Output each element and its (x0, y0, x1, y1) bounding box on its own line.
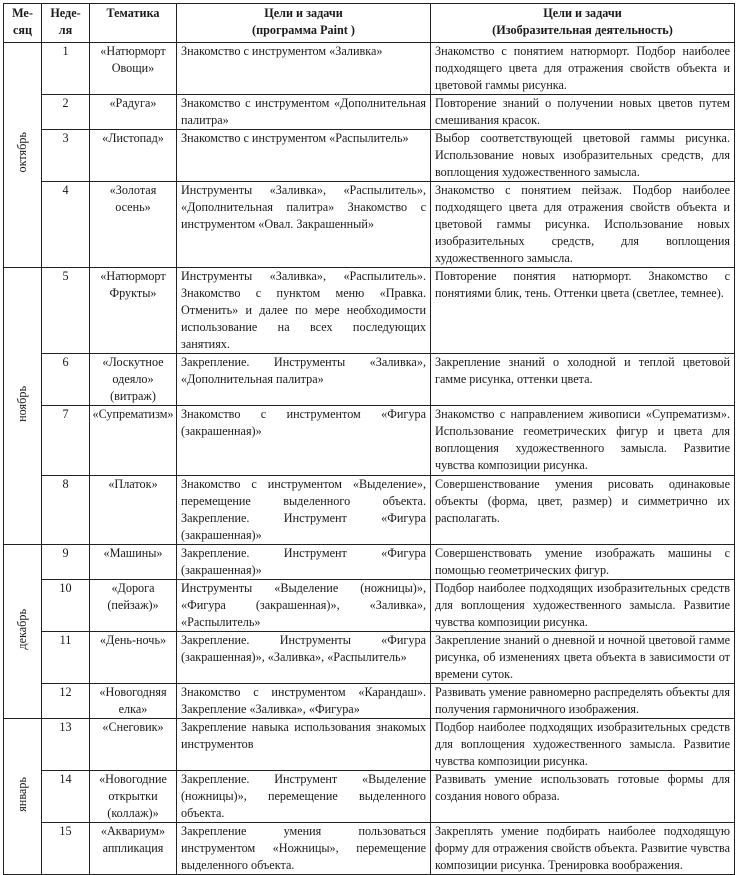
header-row (4, 4, 735, 43)
theme-cell: «Машины» (90, 545, 177, 580)
table-row (4, 719, 735, 771)
week-cell: 13 (42, 719, 90, 771)
week-cell: 7 (42, 406, 90, 476)
paint-goals-cell: Инструменты «Заливка», «Распылитель», «Дополнительная палитра» Знакомство с инструментом «Овал. Закрашенный» (177, 182, 431, 268)
paint-goals-cell: Инструменты «Выделение (ножницы)», «Фигура (закрашенная)», «Заливка», «Распылитель» (177, 580, 431, 632)
month-label: октябрь (15, 132, 29, 173)
table-row (4, 182, 735, 268)
art-goals-cell: Совершенствование умения рисовать одинаковые объекты (форма, цвет, размер) и симметрично их располагать. (431, 476, 735, 545)
theme-cell: «Дорога (пейзаж)» (90, 580, 177, 632)
paint-goals-cell: Знакомство с инструментом «Выделение», перемещение выделенного объекта. Закрепление. Инструмент «Фигура (закрашенная)» (177, 476, 431, 545)
paint-goals-cell: Знакомство с инструментом «Карандаш». Закрепление «Заливка», «Фигура» (177, 684, 431, 719)
header-art-line1: Цели и задачи (543, 6, 622, 20)
table-row (4, 130, 735, 182)
art-goals-cell: Повторение понятия натюрморт. Знакомство с понятиями блик, тень. Оттенки цвета (светлее, темнее). (431, 268, 735, 354)
month-cell (4, 719, 42, 875)
week-cell: 14 (42, 771, 90, 823)
table-row (4, 632, 735, 684)
theme-cell: «Натюрморт Фрукты» (90, 268, 177, 354)
theme-cell: «Новогодняя елка» (90, 684, 177, 719)
table-row (4, 771, 735, 823)
theme-cell: «Супрематизм» (90, 406, 177, 476)
header-paint-line1: Цели и задачи (264, 6, 343, 20)
art-goals-cell: Совершенствовать умение изображать машины с помощью геометрических фигур. (431, 545, 735, 580)
table-body (4, 43, 735, 875)
week-cell: 8 (42, 476, 90, 545)
header-paint-goals (177, 4, 431, 43)
table-row (4, 268, 735, 354)
paint-goals-cell: Закрепление. Инструмент «Выделение (ножницы)», перемещение выделенного объекта. (177, 771, 431, 823)
lesson-plan-table (3, 3, 735, 875)
week-cell: 9 (42, 545, 90, 580)
theme-cell: «Золотая осень» (90, 182, 177, 268)
art-goals-cell: Повторение знаний о получении новых цветов путем смешивания красок. (431, 95, 735, 130)
theme-cell: «Новогодние открытки (коллаж)» (90, 771, 177, 823)
paint-goals-cell: Инструменты «Заливка», «Распылитель». Знакомство с пунктом меню «Правка. Отменить» и далее по мере необходимости использование на всех последующих занятиях. (177, 268, 431, 354)
table-row (4, 823, 735, 875)
week-cell: 10 (42, 580, 90, 632)
art-goals-cell: Знакомство с понятием пейзаж. Подбор наиболее подходящего цвета для отражения свойств объекта и цветовой гаммы рисунка. Использование новых изобразительных средств, для воплощения художественного замысла. (431, 182, 735, 268)
week-cell: 6 (42, 354, 90, 406)
week-cell: 5 (42, 268, 90, 354)
theme-cell: «Лоскутное одеяло» (витраж) (90, 354, 177, 406)
art-goals-cell: Развивать умение использовать готовые формы для создания нового образа. (431, 771, 735, 823)
art-goals-cell: Подбор наиболее подходящих изобразительных средств для воплощения художественного замысла. Развитие чувства композиции рисунка. (431, 580, 735, 632)
theme-cell: «Снеговик» (90, 719, 177, 771)
art-goals-cell: Подбор наиболее подходящих изобразительных средств для воплощения художественного замысла. Развитие чувства композиции рисунка. (431, 719, 735, 771)
paint-goals-cell: Закрепление. Инструменты «Фигура (закрашенная)», «Заливка», «Распылитель» (177, 632, 431, 684)
header-month: Ме-сяц (4, 4, 42, 43)
week-cell: 2 (42, 95, 90, 130)
art-goals-cell: Закрепление знаний о холодной и теплой цветовой гамме рисунка, оттенки цвета. (431, 354, 735, 406)
paint-goals-cell: Знакомство с инструментом «Дополнительная палитра» (177, 95, 431, 130)
month-cell (4, 268, 42, 545)
theme-cell: «Листопад» (90, 130, 177, 182)
theme-cell: «День-ночь» (90, 632, 177, 684)
week-cell: 11 (42, 632, 90, 684)
paint-goals-cell: Знакомство с инструментом «Распылитель» (177, 130, 431, 182)
week-cell: 1 (42, 43, 90, 95)
art-goals-cell: Закреплять умение подбирать наиболее подходящую форму для отражения свойств объекта. Развитие чувства композиции рисунка. Тренировка воображения. (431, 823, 735, 875)
art-goals-cell: Закрепление знаний о дневной и ночной цветовой гамме рисунка, об изменениях цвета объекта в зависимости от времени суток. (431, 632, 735, 684)
month-label: ноябрь (15, 385, 29, 422)
table-row (4, 95, 735, 130)
header-week: Неде-ля (42, 4, 90, 43)
table-row (4, 43, 735, 95)
theme-cell: «Аквариум» аппликация (90, 823, 177, 875)
paint-goals-cell: Знакомство с инструментом «Фигура (закрашенная)» (177, 406, 431, 476)
table-row (4, 354, 735, 406)
table-row (4, 476, 735, 545)
header-art-goals (431, 4, 735, 43)
header-theme: Тематика (90, 4, 177, 43)
week-cell: 4 (42, 182, 90, 268)
art-goals-cell: Знакомство с понятием натюрморт. Подбор наиболее подходящего цвета для отражения свойств объекта и цветовой гаммы рисунка. (431, 43, 735, 95)
month-cell (4, 43, 42, 268)
paint-goals-cell: Закрепление. Инструменты «Заливка», «Дополнительная палитра» (177, 354, 431, 406)
table-row (4, 580, 735, 632)
theme-cell: «Платок» (90, 476, 177, 545)
theme-cell: «Радуга» (90, 95, 177, 130)
week-cell: 15 (42, 823, 90, 875)
table-row (4, 545, 735, 580)
art-goals-cell: Знакомство с направлением живописи «Супрематизм». Использование геометрических фигур и цвета для воплощения художественного замысла. Развитие чувства композиции рисунка. (431, 406, 735, 476)
paint-goals-cell: Закрепление умения пользоваться инструментом «Ножницы», перемещение выделенного объекта. (177, 823, 431, 875)
table-row (4, 406, 735, 476)
paint-goals-cell: Знакомство с инструментом «Заливка» (177, 43, 431, 95)
month-label: январь (15, 776, 29, 812)
table-row (4, 684, 735, 719)
week-cell: 12 (42, 684, 90, 719)
lesson-plan-document (3, 3, 734, 875)
month-label: декабрь (15, 608, 29, 650)
paint-goals-cell: Закрепление. Инструмент «Фигура (закрашенная)» (177, 545, 431, 580)
art-goals-cell: Выбор соответствующей цветовой гаммы рисунка. Использование новых изобразительных средств, для воплощения художественного замысла. (431, 130, 735, 182)
header-paint-line2: (программа Paint ) (252, 23, 355, 37)
week-cell: 3 (42, 130, 90, 182)
paint-goals-cell: Закрепление навыка использования знакомых инструментов (177, 719, 431, 771)
theme-cell: «Натюрморт Овощи» (90, 43, 177, 95)
header-art-line2: (Изобразительная деятельность) (492, 23, 673, 37)
month-cell (4, 545, 42, 719)
art-goals-cell: Развивать умение равномерно распределять объекты для получения гармоничного изображения. (431, 684, 735, 719)
